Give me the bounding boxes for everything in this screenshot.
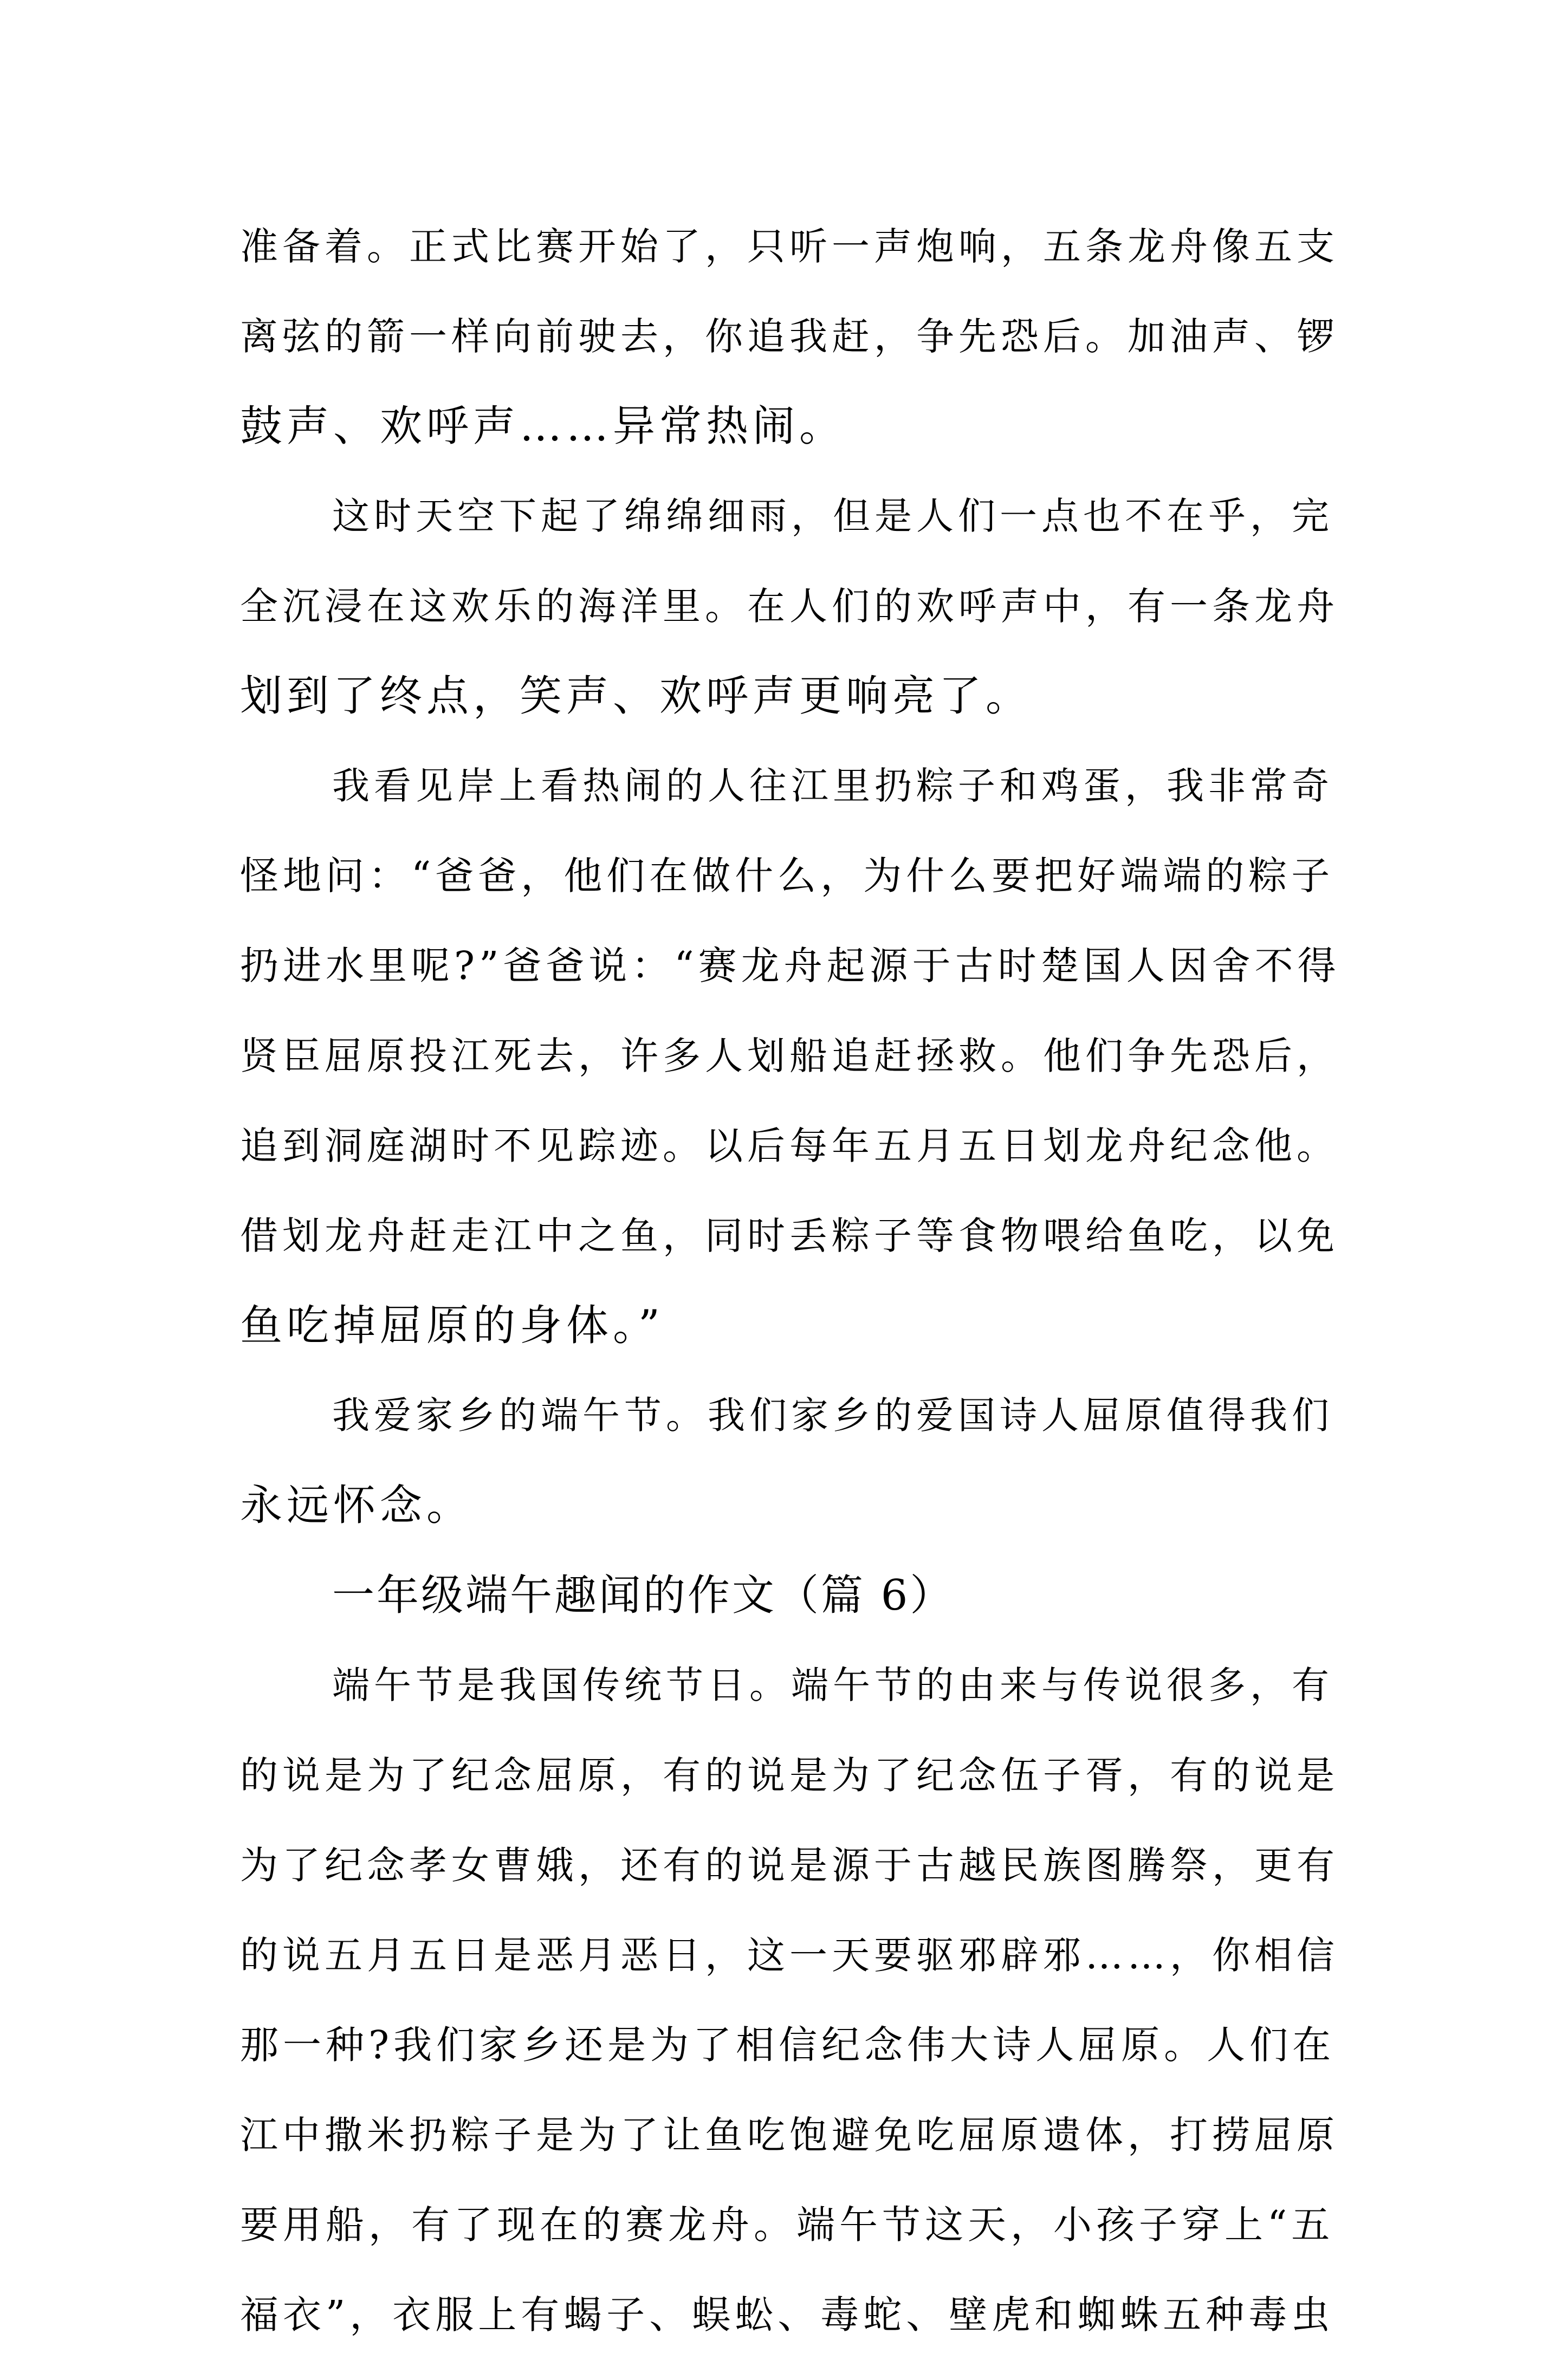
text-line: 借划龙舟赶走江中之鱼，同时丢粽子等食物喂给鱼吃，以免 (240, 1214, 1339, 1258)
document-body (240, 202, 1345, 2360)
text-line: 全沉浸在这欢乐的海洋里。在人们的欢呼声中，有一条龙舟 (240, 584, 1339, 628)
text-line: 贤臣屈原投江死去，许多人划船追赶拯救。他们争先恐后， (240, 1034, 1339, 1078)
text-line: 那一种?我们家乡还是为了相信纪念伟大诗人屈原。人们在 (240, 2022, 1336, 2067)
text-line: 追到洞庭湖时不见踪迹。以后每年五月五日划龙舟纪念他。 (240, 1124, 1339, 1168)
text-line: 为了纪念孝女曹娥，还有的说是源于古越民族图腾祭，更有 (240, 1843, 1339, 1888)
text-line: 福衣”，衣服上有蝎子、蜈蚣、毒蛇、壁虎和蜘蛛五种毒虫 (240, 2292, 1334, 2337)
text-line: 的说五月五日是恶月恶日，这一天要驱邪辟邪……，你相信 (240, 1933, 1339, 1978)
text-line: 鱼吃掉屈原的身体。” (240, 1301, 664, 1350)
text-line: 江中撒米扔粽子是为了让鱼吃饱避免吃屈原遗体，打捞屈原 (240, 2113, 1339, 2157)
text-line: 永远怀念。 (240, 1481, 474, 1530)
paragraph-first-line: 端午节是我国传统节日。端午节的由来与传说很多，有 (332, 1664, 1333, 1707)
text-line: 鼓声、欢呼声……异常热闹。 (240, 402, 846, 451)
text-line: 怪地问：“爸爸，他们在做什么，为什么要把好端端的粽子 (240, 853, 1334, 898)
text-line: 划到了终点，笑声、欢呼声更响亮了。 (240, 672, 1033, 721)
paragraph-first-line: 我看见岸上看热闹的人往江里扔粽子和鸡蛋，我非常奇 (332, 764, 1333, 808)
text-line: 扔进水里呢?”爸爸说：“赛龙舟起源于古时楚国人因舍不得 (240, 943, 1340, 988)
section-heading: 一年级端午趣闻的作文（篇 6） (332, 1571, 955, 1620)
text-line: 要用船，有了现在的赛龙舟。端午节这天，小孩子穿上“五 (240, 2202, 1334, 2247)
paragraph-first-line: 我爱家乡的端午节。我们家乡的爱国诗人屈原值得我们 (332, 1394, 1333, 1437)
paragraph-first-line: 这时天空下起了绵绵细雨，但是人们一点也不在乎，完 (332, 495, 1333, 538)
text-line: 离弦的箭一样向前驶去，你追我赶，争先恐后。加油声、锣 (240, 314, 1339, 359)
text-line: 的说是为了纪念屈原，有的说是为了纪念伍子胥，有的说是 (240, 1753, 1339, 1798)
text-line: 准备着。正式比赛开始了，只听一声炮响，五条龙舟像五支 (240, 224, 1339, 269)
